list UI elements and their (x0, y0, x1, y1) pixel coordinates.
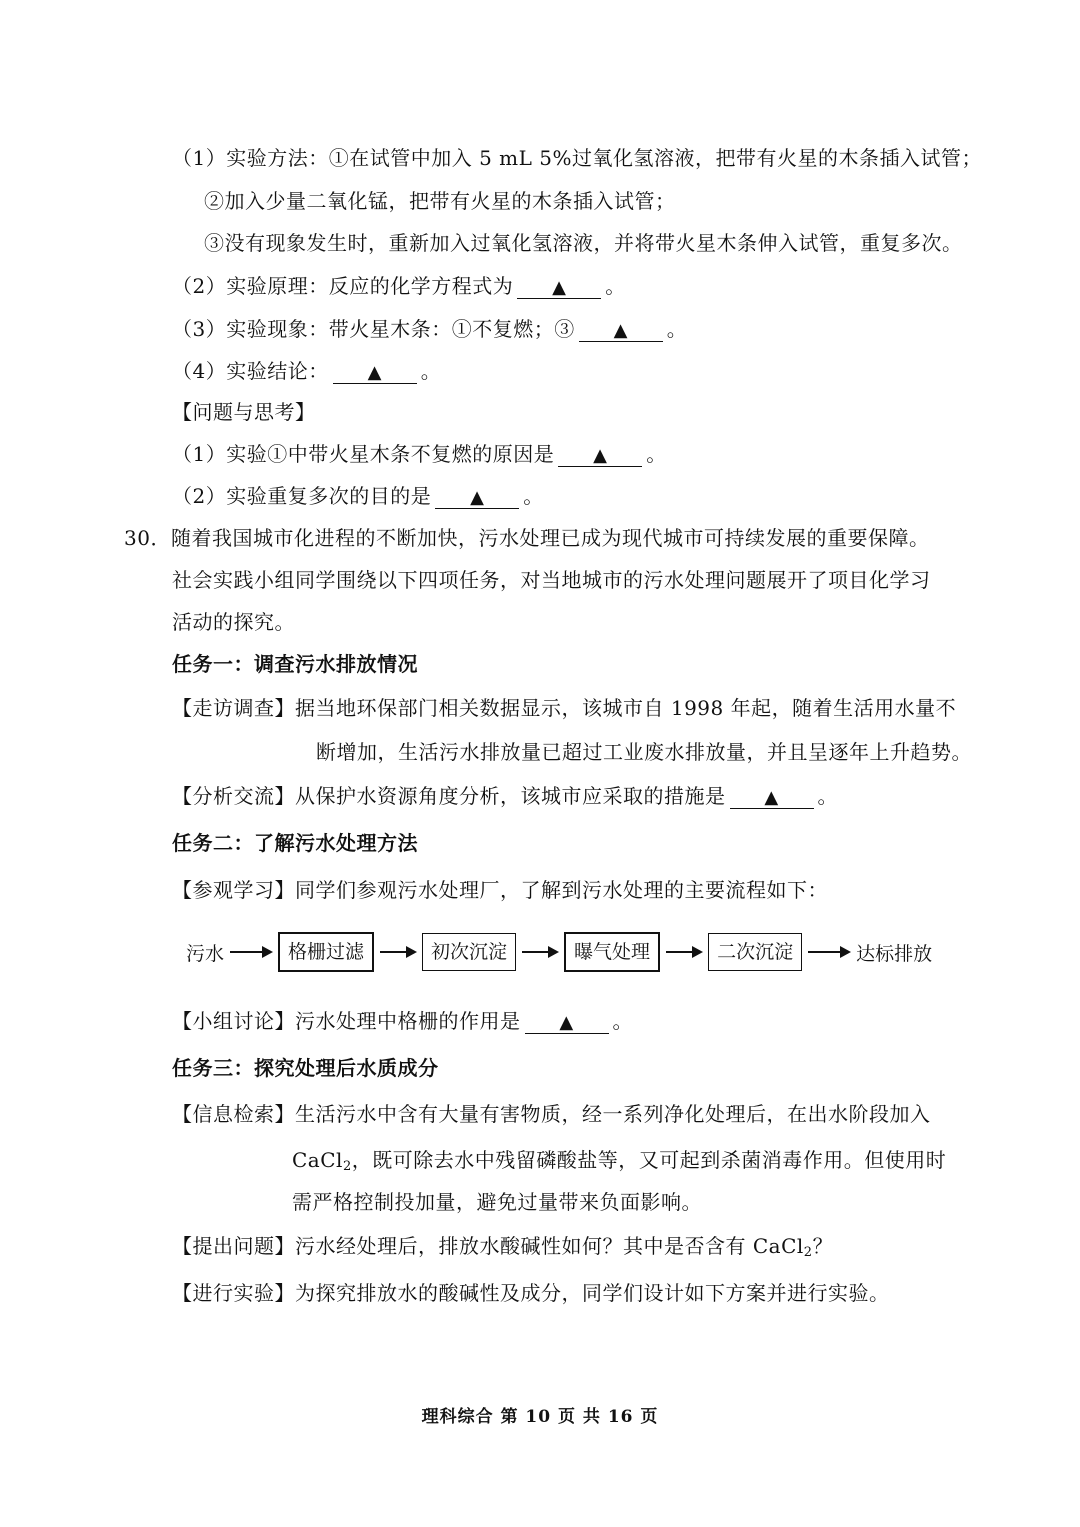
analysis-tag: 【分析交流】 (172, 784, 295, 808)
principle-text: （2）实验原理：反应的化学方程式为 (172, 274, 514, 298)
think-line-1 (172, 441, 667, 467)
arrow-right-icon (664, 945, 704, 959)
blank-marker-icon: ▲ (552, 277, 567, 298)
question-tag: 【提出问题】 (172, 1234, 295, 1258)
think-heading: 【问题与思考】 (172, 400, 316, 424)
blank-marker-icon: ▲ (470, 487, 485, 508)
experiment-tag: 【进行实验】 (172, 1281, 295, 1305)
survey-line-2: 断增加，生活污水排放量已超过工业废水排放量，并且呈逐年上升趋势。 (316, 740, 972, 764)
page-footer: 理科综合 第 10 页 共 16 页 (421, 1407, 659, 1427)
analysis-line (172, 783, 838, 809)
info-line-1 (172, 1101, 931, 1127)
arrow-right-icon (806, 945, 852, 959)
q30-intro-1: 30．随着我国城市化进程的不断加快，污水处理已成为现代城市可持续发展的重要保障。 (124, 526, 930, 550)
experiment-text: 为探究排放水的酸碱性及成分，同学们设计如下方案并进行实验。 (295, 1281, 890, 1305)
answer-blank[interactable] (730, 784, 814, 809)
period: 。 (612, 1009, 633, 1033)
method-line-2: ②加入少量二氧化锰，把带有火星的木条插入试管； (204, 189, 676, 213)
analysis-text: 从保护水资源角度分析，该城市应采取的措施是 (295, 784, 726, 808)
method-line-1: （1）实验方法：①在试管中加入 5 mL 5%过氧化氢溶液，把带有火星的木条插入试管； (172, 146, 982, 170)
experiment-line (172, 1280, 890, 1306)
flow-step-aeration: 曝气处理 (564, 932, 660, 972)
principle-line (172, 273, 626, 299)
flow-start: 污水 (186, 942, 225, 965)
period: 。 (817, 784, 838, 808)
survey-line-1 (172, 695, 956, 721)
subscript: 2 (342, 1159, 352, 1174)
cacl2-formula: CaCl (292, 1148, 343, 1172)
discuss-line (172, 1008, 633, 1034)
info-line-3: 需严格控制投加量，避免过量带来负面影响。 (292, 1190, 702, 1214)
blank-marker-icon: ▲ (593, 445, 608, 466)
arrow-right-icon (520, 945, 560, 959)
think-1-text: （1）实验①中带火星木条不复燃的原因是 (172, 442, 555, 466)
blank-marker-icon: ▲ (559, 1012, 574, 1033)
arrow-right-icon (228, 945, 274, 959)
answer-blank[interactable] (517, 274, 601, 299)
discuss-tag: 【小组讨论】 (172, 1009, 295, 1033)
flow-step-screen: 格栅过滤 (278, 932, 374, 972)
think-2-text: （2）实验重复多次的目的是 (172, 484, 432, 508)
info-tag: 【信息检索】 (172, 1102, 295, 1126)
conclusion-line (172, 358, 441, 384)
survey-tag: 【走访调查】 (172, 696, 295, 720)
question-text: 污水经处理后，排放水酸碱性如何？其中是否含有 CaCl (295, 1234, 804, 1258)
arrow-right-icon (378, 945, 418, 959)
question-line (172, 1233, 833, 1259)
blank-marker-icon: ▲ (367, 362, 382, 383)
subscript: 2 (803, 1245, 813, 1260)
discuss-text: 污水处理中格栅的作用是 (295, 1009, 521, 1033)
period: 。 (420, 359, 442, 383)
answer-blank[interactable] (435, 484, 519, 509)
phenomenon-text: （3）实验现象：带火星木条：①不复燃；③ (172, 317, 575, 341)
period: 。 (523, 484, 544, 508)
answer-blank[interactable] (579, 317, 663, 342)
info-text-1: 生活污水中含有大量有害物质，经一系列净化处理后，在出水阶段加入 (295, 1102, 931, 1126)
method-line-3: ③没有现象发生时，重新加入过氧化氢溶液，并将带火星木条伸入试管，重复多次。 (204, 231, 963, 255)
question-mark: ？ (812, 1234, 834, 1258)
flow-end: 达标排放 (856, 942, 933, 965)
blank-marker-icon: ▲ (613, 320, 628, 341)
period: 。 (666, 317, 688, 341)
flow-step-secondary-settling: 二次沉淀 (708, 933, 802, 971)
info-text-2: ，既可除去水中残留磷酸盐等，又可起到杀菌消毒作用。但使用时 (351, 1148, 947, 1172)
task1-heading: 任务一：调查污水排放情况 (172, 652, 418, 676)
visit-tag: 【参观学习】 (172, 878, 295, 902)
phenomenon-line (172, 316, 687, 342)
info-line-2 (292, 1147, 946, 1173)
task2-heading: 任务二：了解污水处理方法 (172, 831, 418, 855)
answer-blank[interactable] (333, 359, 417, 384)
survey-text-1: 据当地环保部门相关数据显示，该城市自 1998 年起，随着生活用水量不 (295, 696, 957, 720)
visit-line (172, 877, 828, 903)
think-line-2 (172, 483, 544, 509)
flow-step-primary-settling: 初次沉淀 (422, 933, 516, 971)
process-flow (186, 930, 932, 974)
answer-blank[interactable] (558, 442, 642, 467)
period: 。 (605, 274, 626, 298)
visit-text: 同学们参观污水处理厂，了解到污水处理的主要流程如下： (295, 878, 828, 902)
blank-marker-icon: ▲ (764, 787, 779, 808)
q30-intro-2: 社会实践小组同学围绕以下四项任务，对当地城市的污水处理问题展开了项目化学习 (172, 568, 931, 592)
q30-intro-3: 活动的探究。 (172, 610, 295, 634)
conclusion-text: （4）实验结论： (172, 359, 329, 383)
period: 。 (646, 442, 667, 466)
task3-heading: 任务三：探究处理后水质成分 (172, 1056, 439, 1080)
answer-blank[interactable] (525, 1009, 609, 1034)
